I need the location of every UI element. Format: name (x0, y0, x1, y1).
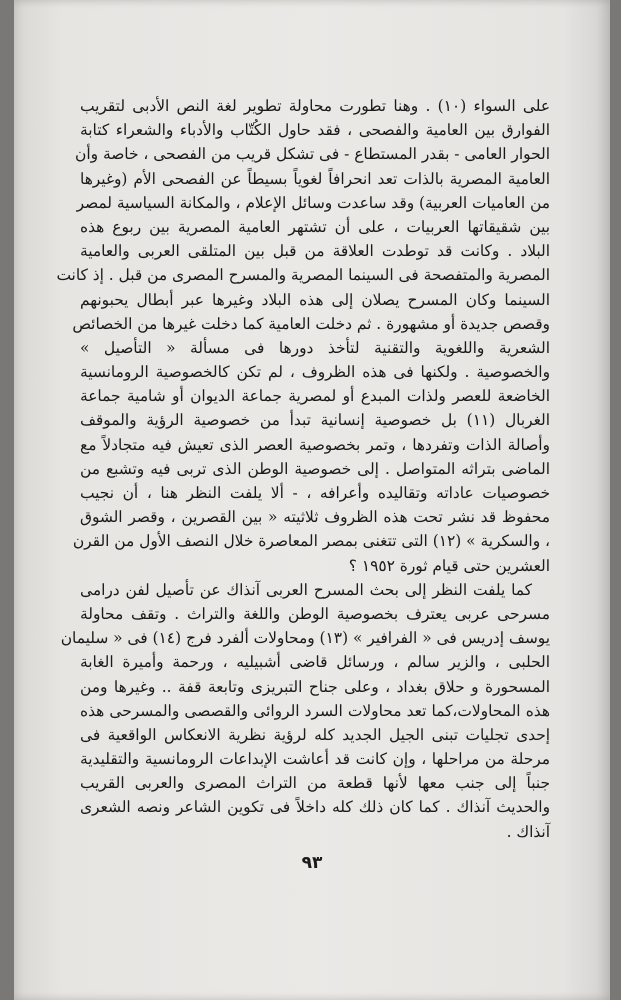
text-line: على السواء (١٠) . وهنا تطورت محاولة تطوير لغة النص الأدبى لتقريب (80, 97, 550, 115)
text-line: جنباً إلى جنب معها لأنها قطعة من التراث المصرى والعربى القريب (80, 774, 550, 793)
text-line: والخصوصية . ولكنها فى هذه الظروف ، لم تكن كالخصوصية الرومانسية (80, 363, 550, 382)
text-line: المسحورة و حلاق بغداد ، وعلى جناح التبريزى وتابعة قفة .. وغيرها ومن (80, 677, 550, 696)
text-line: من العاميات العربية) وقد ساعدت وسائل الإعلام ، والمكانة السياسية لمصر (76, 193, 550, 212)
text-line: إحدى تجليات تبنى الجيل الجديد كله لرؤية نظرية الانعكاس الواقعية فى (80, 725, 550, 744)
text-line: الفوارق بين العامية والفصحى ، فقد حاول الكُتّاب والأدباء والشعراء كتابة (80, 121, 550, 140)
text-line: الغربال (١١) بل خصوصية إنسانية تبدأ من خصوصية الرؤية والموقف (80, 411, 551, 430)
text-line: آنذاك . (506, 822, 550, 841)
text-line: ، والسكرية » (١٢) التى تتغنى بمصر المعاصرة خلال النصف الأول من القرن (72, 532, 550, 551)
text-line: الحلبى ، والزير سالم ، ورسائل قاضى أشبيليه ، ورحمة وأميرة الغابة (80, 653, 550, 672)
text-line: بين شقيقاتها العربيات ، على أن تشتهر العامية المصرية بين ربوع هذه (80, 217, 550, 236)
body-text (56, 94, 551, 844)
text-line: الحوار العامى - بقدر المستطاع - فى تشكل قريب من الفصحى ، خاصة وأن (75, 145, 550, 164)
text-line: وقصص جديدة أو مشهورة . ثم دخلت العامية كما دخلت غيرها من الخصائص (72, 314, 550, 333)
text-line: يوسف إدريس فى « الفرافير » (١٣) ومحاولات ألفرد فرج (١٤) فى « سليمان (60, 629, 550, 648)
book-page (14, 0, 610, 1000)
text-line: مرحلة من مراحلها ، وإن كانت قد أعاشت الإبداعات الرومانسية والتقليدية (80, 750, 550, 769)
page-number: ٩٣ (301, 853, 323, 873)
text-line: الخاضعة للعصر ولذات المبدع أو لمصرية جماعة الديوان أو شامية جماعة (80, 387, 550, 406)
text-line: كما يلفت النظر إلى بحث المسرح العربى آنذاك عن تأصيل لفن درامى (80, 580, 532, 599)
text-line: والحديث آنذاك . كما كان ذلك كله داخلاً فى تكوين الشاعر ونصه الشعرى (80, 798, 550, 817)
text-line: الماضى بتراثه المتواصل . إلى خصوصية الوطن الذى تربى فيه وتشبع من (80, 459, 550, 478)
text-line: المصرية والمتفصحة فى السينما المصرية والمسرح المصرى من قبل . إذ كانت (56, 266, 550, 285)
text-line: العشرين حتى قيام ثورة ١٩٥٢ ؟ (348, 556, 550, 575)
text-line: الشعرية واللغوية والتقنية لتأخذ دورها فى مسألة « التأصيل » (80, 338, 550, 357)
text-line: محفوظ قد نشر تحت هذه الظروف ثلاثيته « بين القصرين ، وقصر الشوق (80, 508, 550, 527)
text-line: وأصالة الذات وتفردها ، وتمر بخصوصية العصر الذى تعيش فيه متجادلاً مع (80, 435, 550, 454)
text-line: خصوصيات عاداته وتقاليده وأعرافه ، - ألا يلفت النظر هنا ، أن نجيب (80, 484, 550, 502)
text-line: البلاد . وكانت قد توطدت العلاقة من قبل بين المتلقى العربى والعامية (80, 242, 550, 261)
paragraph (56, 94, 551, 578)
text-line: العامية المصرية بالذات تعد انحرافاً لغوياً بسيطاً عن الفصحى الأم (وغيرها (80, 169, 550, 188)
text-line: هذه المحاولات،كما تعد محاولات السرد الروائى والقصصى والمسرحى هذه (80, 701, 550, 720)
text-line: السينما وكان المسرح يصلان إلى هذه البلاد وغيرها عبر أبطال يحبونهم (80, 290, 550, 309)
paragraph (60, 578, 550, 844)
text-line: مسرحى عربى يعترف بخصوصية الوطن واللغة والتراث . وتقف محاولة (80, 604, 550, 623)
